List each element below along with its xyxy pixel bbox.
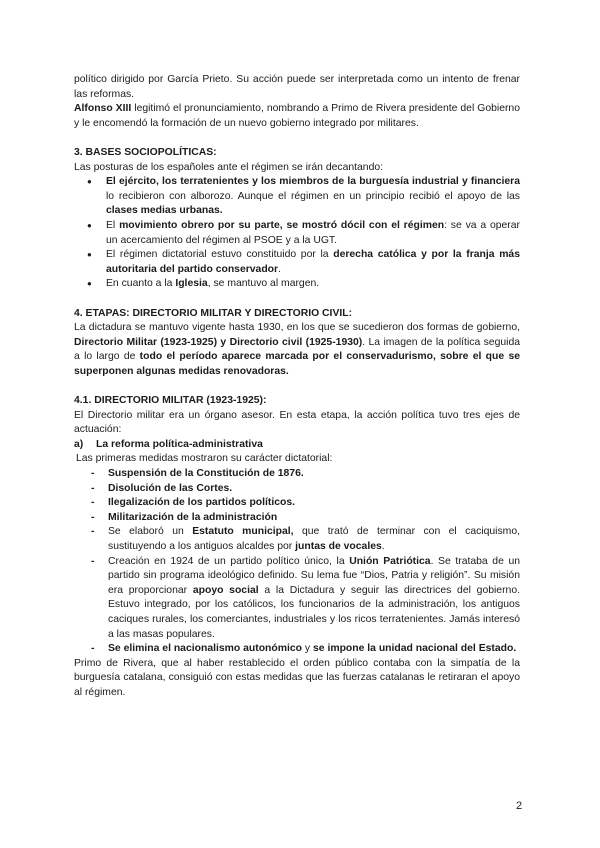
section-3-heading: 3. BASES SOCIOPOLÍTICAS: xyxy=(74,146,217,158)
list-item: - Suspensión de la Constitución de 1876. xyxy=(74,467,520,482)
document-page xyxy=(74,73,520,701)
bullet-item: ● El ejército, los terratenientes y los miembros de la burguesía industrial y financiera lo recibieron con alborozo. Aunque el régimen en un principio recibió el apoyo de las clases medias urbanas. xyxy=(74,175,520,219)
list-item: - Creación en 1924 de un partido político único, la Unión Patriótica. Se trataba de un partido sin programa ideológico definido. Su lema fue “Dios, Patria y religión”. Su misión era proporcionar apoyo social a la Dictadura y seguir las directrices del gobierno. Estuvo integrado, por los católicos, los funcionarios de la administración, los antiguos caciques rurales, los comerciantes, industriales y los ricos terratenientes. Jamás interesó a las masas populares. xyxy=(74,555,520,643)
list-item: - Se elimina el nacionalismo autonómico y se impone la unidad nacional del Estado. xyxy=(74,642,520,657)
bullet-item: ● En cuanto a la Iglesia, se mantuvo al margen. xyxy=(74,277,520,292)
subsection-a-lead: Las primeras medidas mostraron su carácter dictatorial: xyxy=(76,453,333,465)
section-4-1-lead: El Directorio militar era un órgano asesor. En esta etapa, la acción política tuvo tres ejes de actuación: xyxy=(74,409,520,436)
section-3-bullet-list xyxy=(74,175,520,292)
list-item: - Militarización de la administración xyxy=(74,511,520,526)
intro-paragraph: político dirigido por García Prieto. Su acción puede ser interpretada como un intento de frenar las reformas. xyxy=(74,74,520,100)
section-4-paragraph: La dictadura se mantuvo vigente hasta 1930, en los que se sucedieron dos formas de gobierno, Directorio Militar (1923-1925) y Directorio civil (1925-1930). La imagen de la política seguida a lo largo de todo el período aparece marcada por el conservadurismo, sobre el que se superponen algunas medidas renovadoras. xyxy=(74,322,521,377)
closing-paragraph: Primo de Rivera, que al haber restablecido el orden público contaba con la simpatía de la burguesía catalana, consiguió con estas medidas que las fuerzas catalanas le retiraran el apoyo al régimen. xyxy=(74,657,520,698)
measures-list xyxy=(74,467,520,657)
section-4-1-heading: 4.1. DIRECTORIO MILITAR (1923-1925): xyxy=(74,395,267,407)
alfonso-name: Alfonso XIII xyxy=(74,103,132,115)
bullet-item: ● El régimen dictatorial estuvo constituido por la derecha católica y por la franja más autoritaria del partido conservador. xyxy=(74,248,520,277)
bullet-item: ● El movimiento obrero por su parte, se mostró dócil con el régimen: se va a operar un acercamiento del régimen al PSOE y a la UGT. xyxy=(74,219,520,248)
alfonso-paragraph: Alfonso XIII legitimó el pronunciamiento, nombrando a Primo de Rivera presidente del Gobierno y le encomendó la formación de un nuevo gobierno integrado por militares. xyxy=(74,103,520,129)
subsection-a-heading: a) La reforma política-administrativa xyxy=(74,438,263,450)
list-item: - Se elaboró un Estatuto municipal, que trató de terminar con el caciquismo, sustituyendo a los antiguos alcaldes por juntas de vocales. xyxy=(74,525,520,554)
section-3-lead: Las posturas de los españoles ante el régimen se irán decantando: xyxy=(74,161,384,173)
page-number: 2 xyxy=(516,800,523,812)
section-4-heading: 4. ETAPAS: DIRECTORIO MILITAR Y DIRECTORIO CIVIL: xyxy=(74,307,353,319)
list-item: - Ilegalización de los partidos políticos. xyxy=(74,496,520,511)
list-item: - Disolución de las Cortes. xyxy=(74,482,520,497)
